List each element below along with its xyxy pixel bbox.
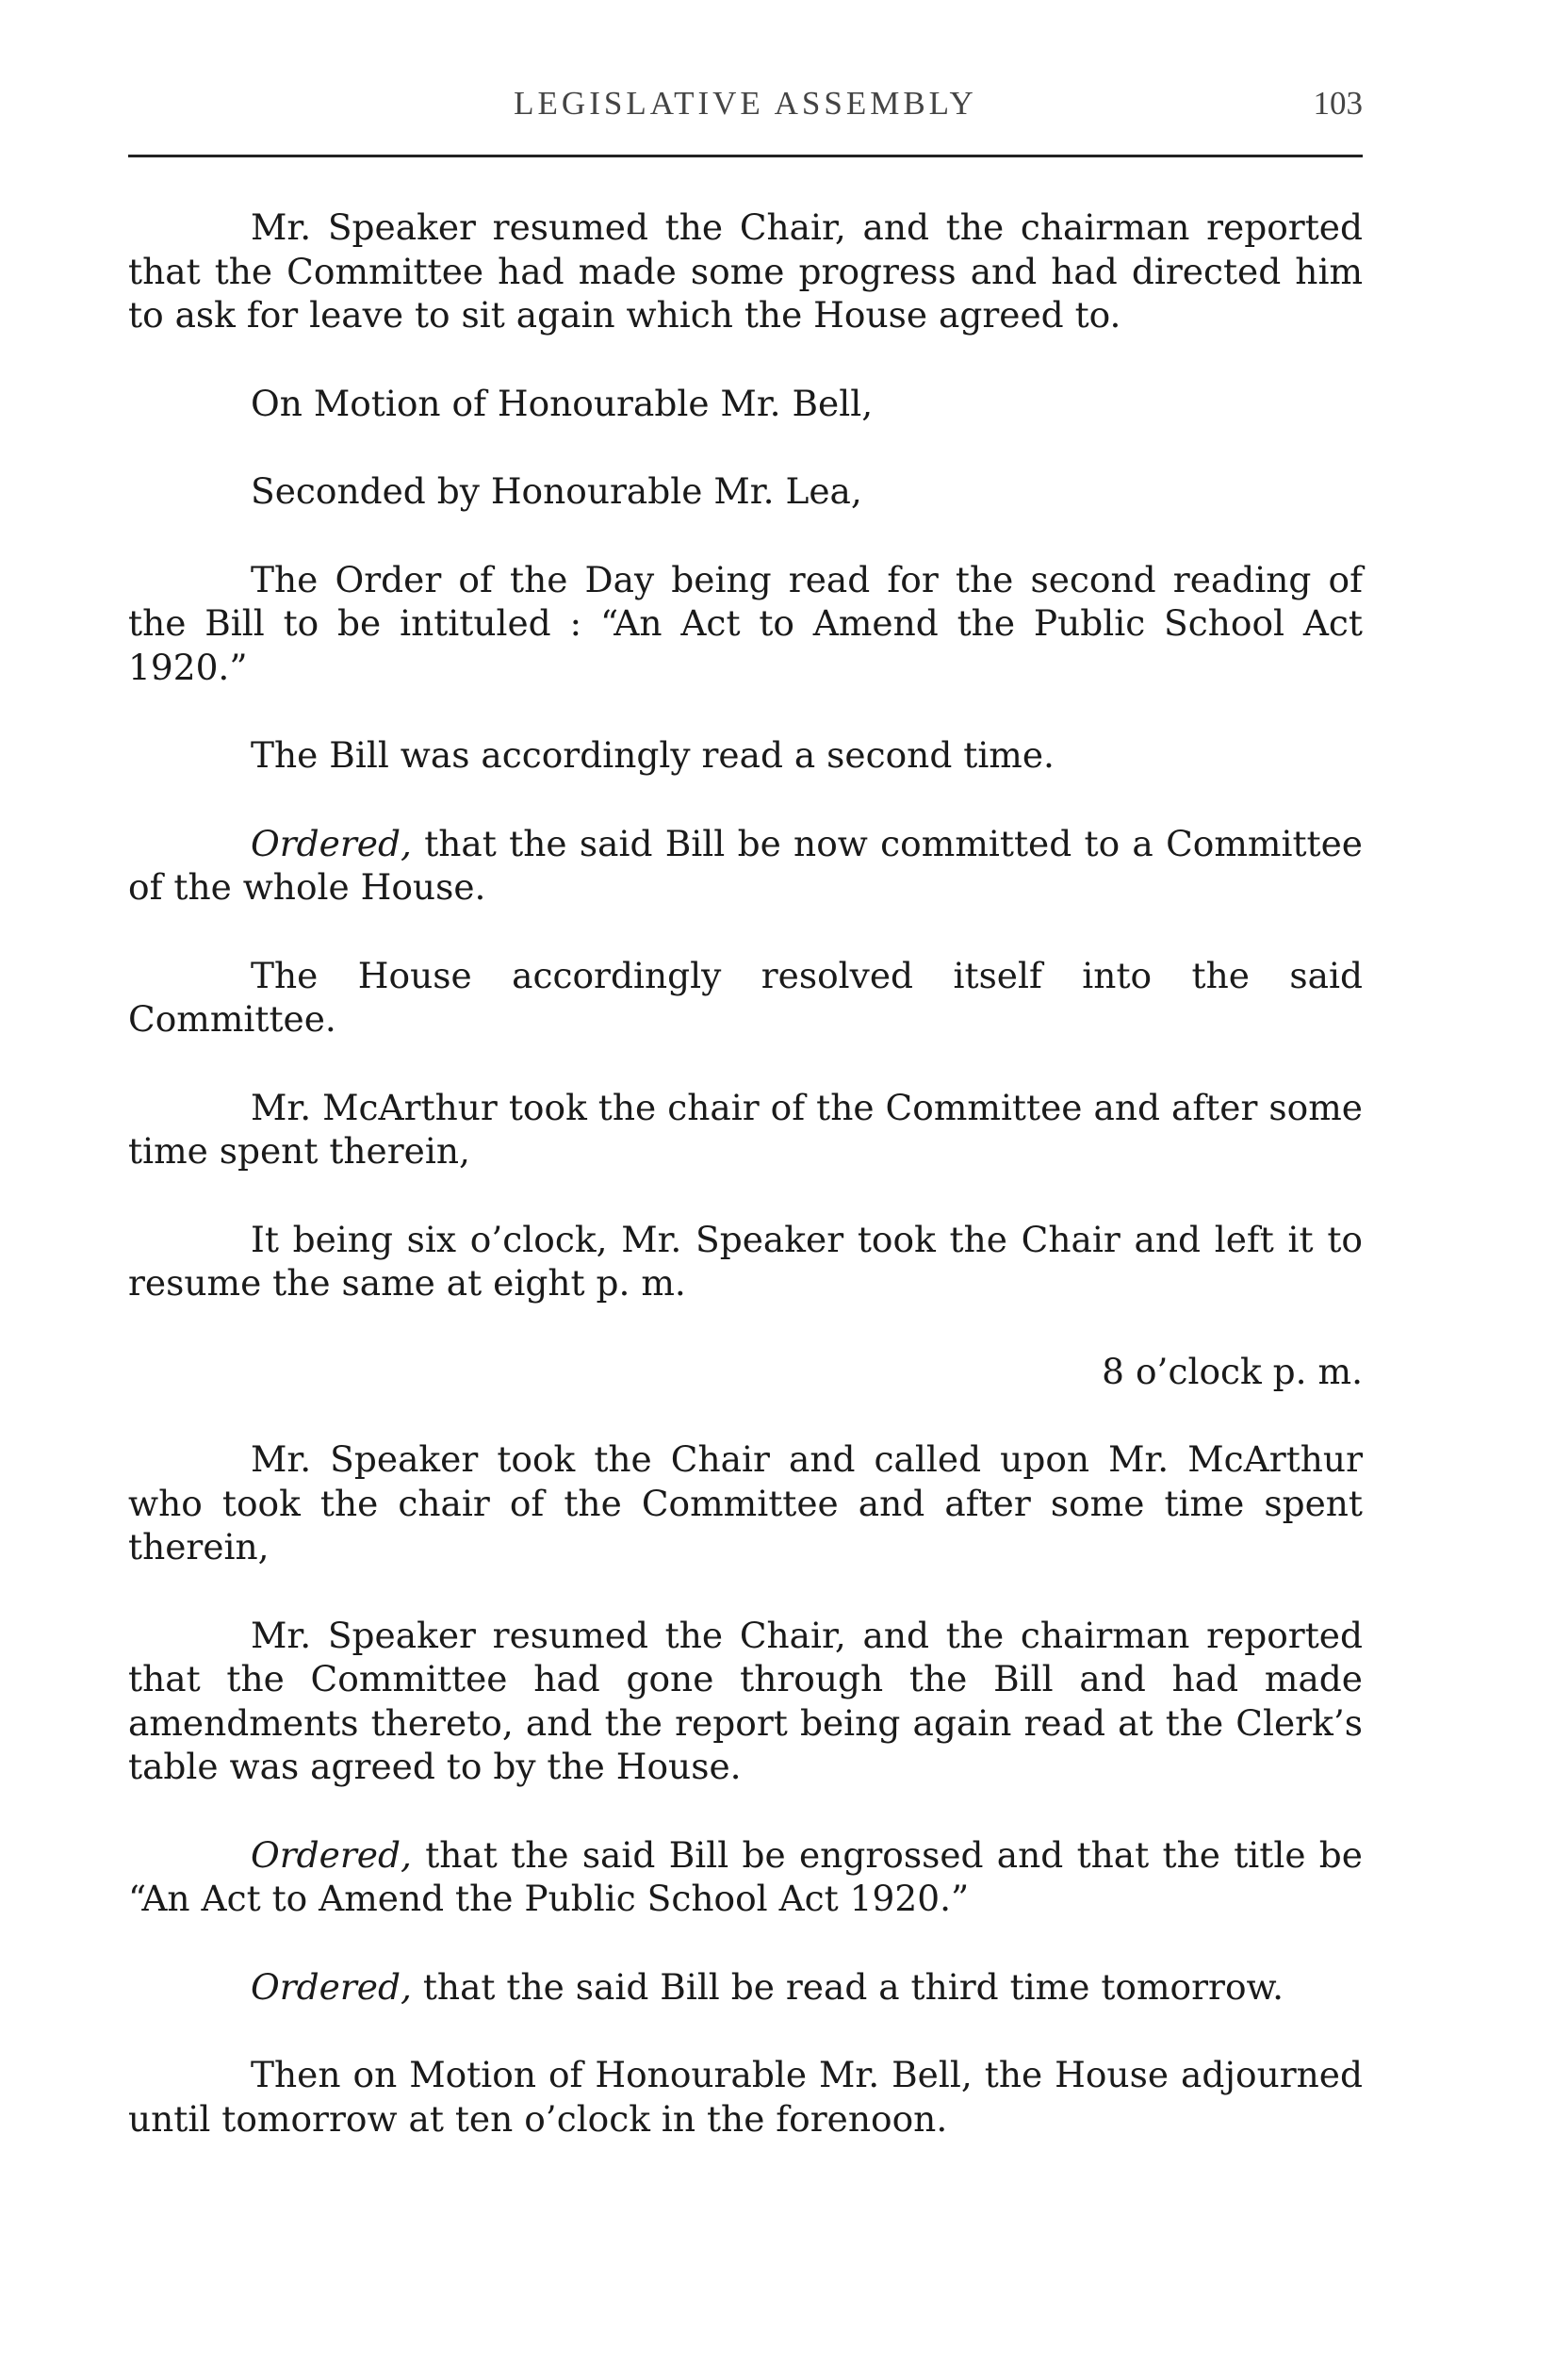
paragraph-text: that the said Bill be engrossed and that the title be “An Act to Amend the Public School Act 1920.” [128,1833,1363,1919]
paragraph-motion [128,382,1363,426]
paragraph-ordered-third-reading [128,1965,1363,2010]
paragraph-text: The House accordingly resolved itself into the said Committee. [128,954,1363,1040]
paragraph-text: Seconded by Honourable Mr. Lea, [251,470,862,512]
paragraph-text: that the said Bill be now committed to a Committee of the whole House. [128,822,1363,908]
paragraph-text: Then on Motion of Honourable Mr. Bell, the House adjourned until tomorrow at ten o’clock in the forenoon. [128,2054,1363,2140]
paragraph-adjournment [128,2053,1363,2141]
ordered-lead: Ordered, [251,1833,412,1876]
paragraph-text: Mr. McArthur took the chair of the Committee and after some time spent therein, [128,1086,1363,1172]
paragraph-text: Mr. Speaker took the Chair and called upon Mr. McArthur who took the chair of the Committee and after some time spent therein, [128,1438,1363,1568]
paragraph-speaker-called [128,1437,1363,1569]
paragraph-text: 8 o’clock p. m. [1102,1350,1363,1392]
paragraph-text: that the said Bill be read a third time tomorrow. [411,1965,1284,2008]
time-marker [128,1350,1363,1394]
page-header [128,77,1363,124]
paragraph-text: The Bill was accordingly read a second time. [251,734,1055,776]
ordered-lead: Ordered, [251,1965,412,2008]
paragraph-text: On Motion of Honourable Mr. Bell, [251,382,874,424]
ordered-lead: Ordered, [251,822,412,864]
header-rule [128,155,1363,157]
paragraph-text: Mr. Speaker resumed the Chair, and the chairman reported that the Committee had made some progress and had directed him to ask for leave to sit again which the House agreed to. [128,206,1363,336]
paragraph-second-reading [128,733,1363,778]
running-head: LEGISLATIVE ASSEMBLY [514,85,977,122]
paragraph-six-oclock [128,1218,1363,1305]
paragraph-seconded [128,469,1363,514]
paragraph-text: Mr. Speaker resumed the Chair, and the chairman reported that the Committee had gone through the Bill and had made amendments thereto, and the report being again read at the Clerk’s table was agreed to by the House. [128,1614,1363,1787]
paragraph-order-of-day [128,558,1363,690]
paragraph-house-resolved [128,954,1363,1042]
paragraph-mcarthur-chair [128,1086,1363,1174]
paragraph-text: It being six o’clock, Mr. Speaker took the Chair and left it to resume the same at eight p. m. [128,1218,1363,1304]
paragraph-ordered-engrossed [128,1833,1363,1921]
document-page [128,0,1363,2380]
page-number: 103 [1313,85,1363,122]
journal-body [128,205,1363,2185]
paragraph-ordered-committed [128,822,1363,910]
paragraph-text: The Order of the Day being read for the second reading of the Bill to be intituled : “An Act to Amend the Public School Act 1920.” [128,558,1363,688]
paragraph-committee-report [128,1614,1363,1789]
paragraph-speaker-resumed [128,205,1363,337]
